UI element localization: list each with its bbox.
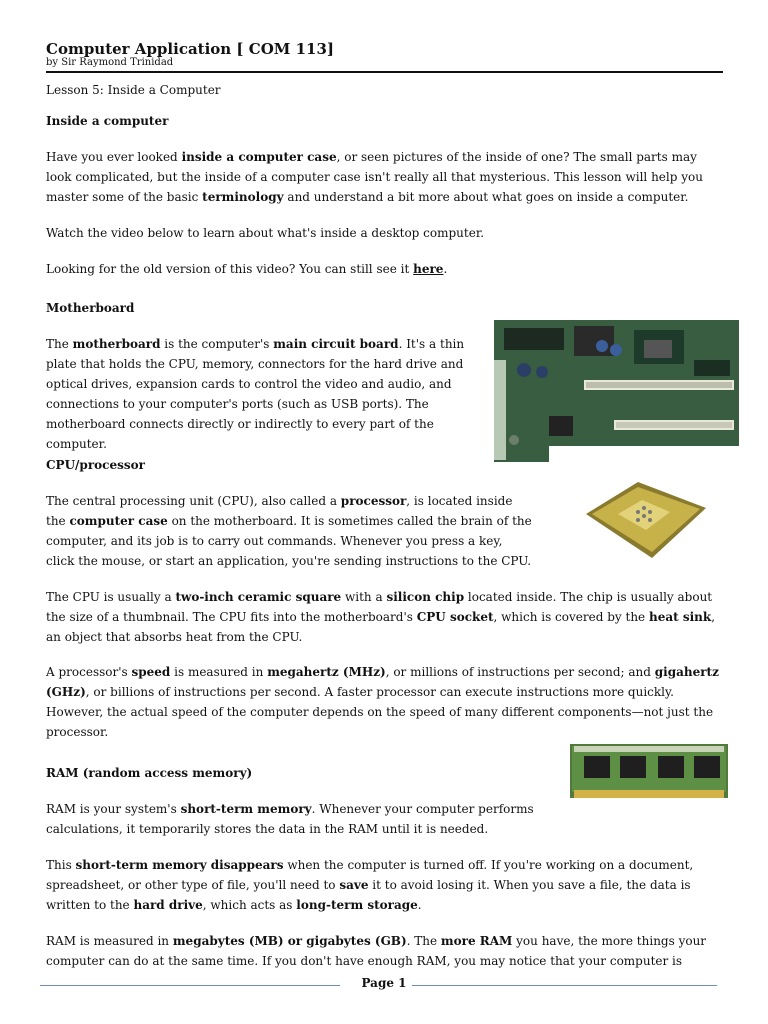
motherboard-image <box>494 320 739 462</box>
ram-paragraph-2: This short-term memory disappears when the computer is turned off. If you're working on a document, spreadsheet, or other type of file, you'll need to save it to avoid losing it. When you save a file, the data is written to the hard drive, which acts as long-term storage. <box>46 858 694 912</box>
heading-inside-computer: Inside a computer <box>46 114 169 128</box>
heading-motherboard: Motherboard <box>46 301 135 315</box>
footer-rule-right <box>412 985 717 986</box>
ram-image <box>570 744 730 800</box>
inside-paragraph-3: Looking for the old version of this video? You can still see it here. <box>46 262 448 276</box>
cpu-picture <box>578 474 712 564</box>
heading-cpu: CPU/processor <box>46 458 145 472</box>
inside-paragraph-1: Have you ever looked inside a computer case, or seen pictures of the inside of one? The small parts may look complicated, but the inside of a computer case isn't really all that mysterious. This lesson will help you master some of the basic terminology and understand a bit more about what goes on inside a computer. <box>46 150 703 204</box>
cpu-paragraph-2: The CPU is usually a two-inch ceramic square with a silicon chip located inside. The chip is usually about the size of a thumbnail. The CPU fits into the motherboard's CPU socket, which is covered by the heat sink, an object that absorbs heat from the CPU. <box>46 590 716 644</box>
page-number: Page 1 <box>361 976 407 990</box>
inside-paragraph-2: Watch the video below to learn about what's inside a desktop computer. <box>46 226 485 240</box>
ram-paragraph-3: RAM is measured in megabytes (MB) or gigabytes (GB). The more RAM you have, the more things your computer can do at the same time. If you don't have enough RAM, you may notice that your computer is <box>46 934 707 968</box>
motherboard-picture <box>494 320 739 462</box>
header-rule <box>46 71 723 73</box>
cpu-image <box>578 474 712 564</box>
ram-paragraph-1: RAM is your system's short-term memory. Whenever your computer performs calculations, it temporarily stores the data in the RAM until it is needed. <box>46 802 534 836</box>
cpu-paragraph-3: A processor's speed is measured in megahertz (MHz), or millions of instructions per second; and gigahertz (GHz), or billions of instructions per second. A faster processor can execute instructions more quickly. However, the actual speed of the computer depends on the speed of many different components—not just the processor. <box>46 665 719 739</box>
ram-picture <box>570 744 730 800</box>
document-title: Computer Application [ COM 113] <box>46 40 334 58</box>
cpu-paragraph-1: The central processing unit (CPU), also called a processor, is located inside the computer case on the motherboard. It is sometimes called the brain of the computer, and its job is to carry out commands. Whenever you press a key, click the mouse, or start an application, you're sending instructions to the CPU. <box>46 494 532 568</box>
document-author: by Sir Raymond Trinidad <box>46 57 174 68</box>
lesson-title: Lesson 5: Inside a Computer <box>46 83 221 97</box>
motherboard-paragraph: The motherboard is the computer's main circuit board. It's a thin plate that holds the CPU, memory, connectors for the hard drive and optical drives, expansion cards to control the video and audio, and connections to your computer's ports (such as USB ports). The motherboard connects directly or indirectly to every part of the computer. <box>46 337 465 451</box>
heading-ram: RAM (random access memory) <box>46 766 253 780</box>
old-video-link[interactable]: here <box>413 262 444 276</box>
